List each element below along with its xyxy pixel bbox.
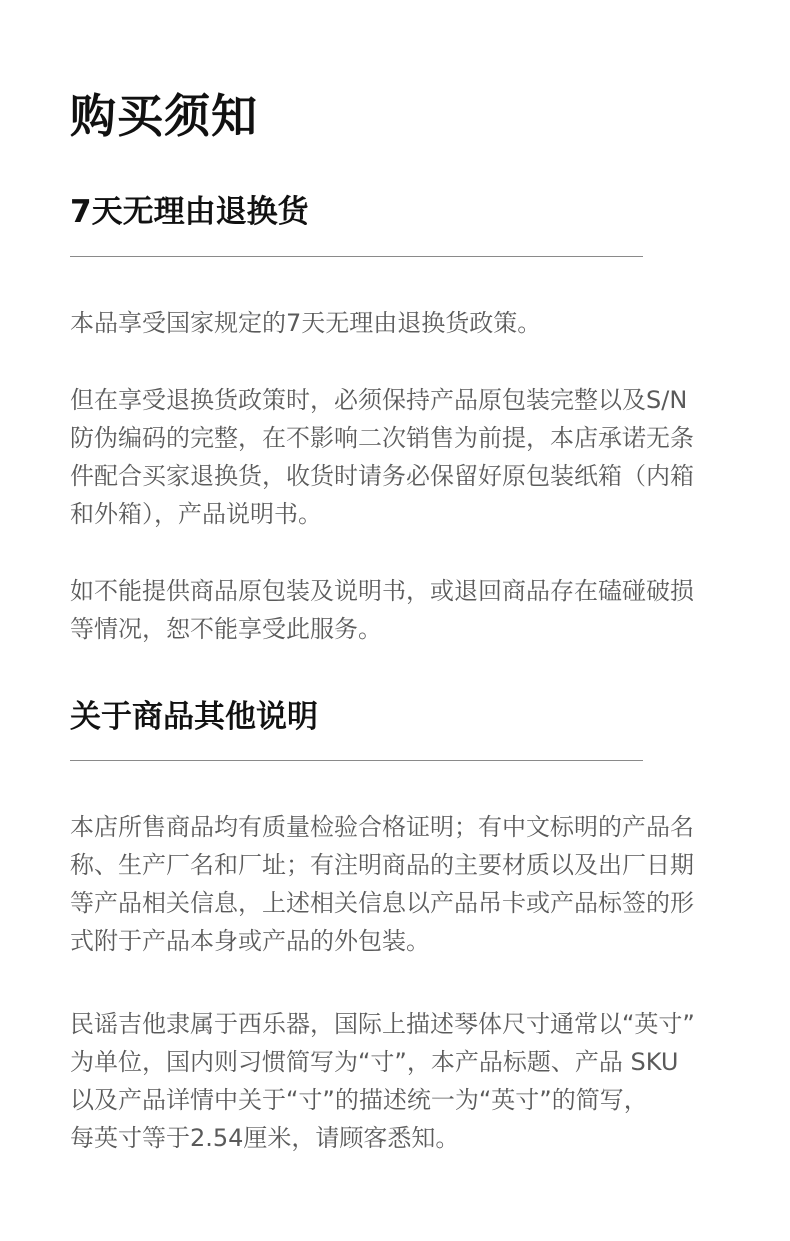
- section-divider: [70, 760, 643, 761]
- paragraph-line: 防伪编码的完整，在不影响二次销售为前提，本店承诺无条: [70, 424, 694, 452]
- page-title: 购买须知: [70, 89, 258, 143]
- paragraph-line: 式附于产品本身或产品的外包装。: [70, 927, 430, 955]
- paragraph-line: 本品享受国家规定的7天无理由退换货政策。: [70, 309, 542, 337]
- paragraph-product-certification: [70, 808, 730, 960]
- paragraph-return-conditions: [70, 381, 730, 533]
- section-heading-return-policy: 7天无理由退换货: [70, 194, 309, 230]
- paragraph-line: 为单位，国内则习惯简写为“寸”，本产品标题、产品 SKU: [70, 1048, 679, 1076]
- paragraph-line: 但在享受退换货政策时，必须保持产品原包装完整以及S/N: [70, 386, 688, 414]
- paragraph-line: 以及产品详情中关于“寸”的描述统一为“英寸”的简写，: [70, 1086, 648, 1114]
- paragraph-line: 每英寸等于2.54厘米，请顾客悉知。: [70, 1124, 460, 1152]
- paragraph-line: 等情况，恕不能享受此服务。: [70, 615, 382, 643]
- section-divider: [70, 256, 643, 257]
- paragraph-line: 称、生产厂名和厂址；有注明商品的主要材质以及出厂日期: [70, 851, 694, 879]
- section-heading-product-notes: 关于商品其他说明: [70, 699, 318, 735]
- paragraph-line: 等产品相关信息，上述相关信息以产品吊卡或产品标签的形: [70, 889, 694, 917]
- paragraph-return-exclusions: [70, 572, 730, 648]
- paragraph-size-units: [70, 1005, 730, 1157]
- paragraph-line: 民谣吉他隶属于西乐器，国际上描述琴体尺寸通常以“英寸”: [70, 1010, 695, 1038]
- paragraph-return-policy-intro: [70, 304, 730, 342]
- paragraph-line: 本店所售商品均有质量检验合格证明；有中文标明的产品名: [70, 813, 694, 841]
- paragraph-line: 和外箱），产品说明书。: [70, 500, 322, 528]
- paragraph-line: 件配合买家退换货，收货时请务必保留好原包装纸箱（内箱: [70, 462, 694, 490]
- paragraph-line: 如不能提供商品原包装及说明书，或退回商品存在磕碰破损: [70, 577, 694, 605]
